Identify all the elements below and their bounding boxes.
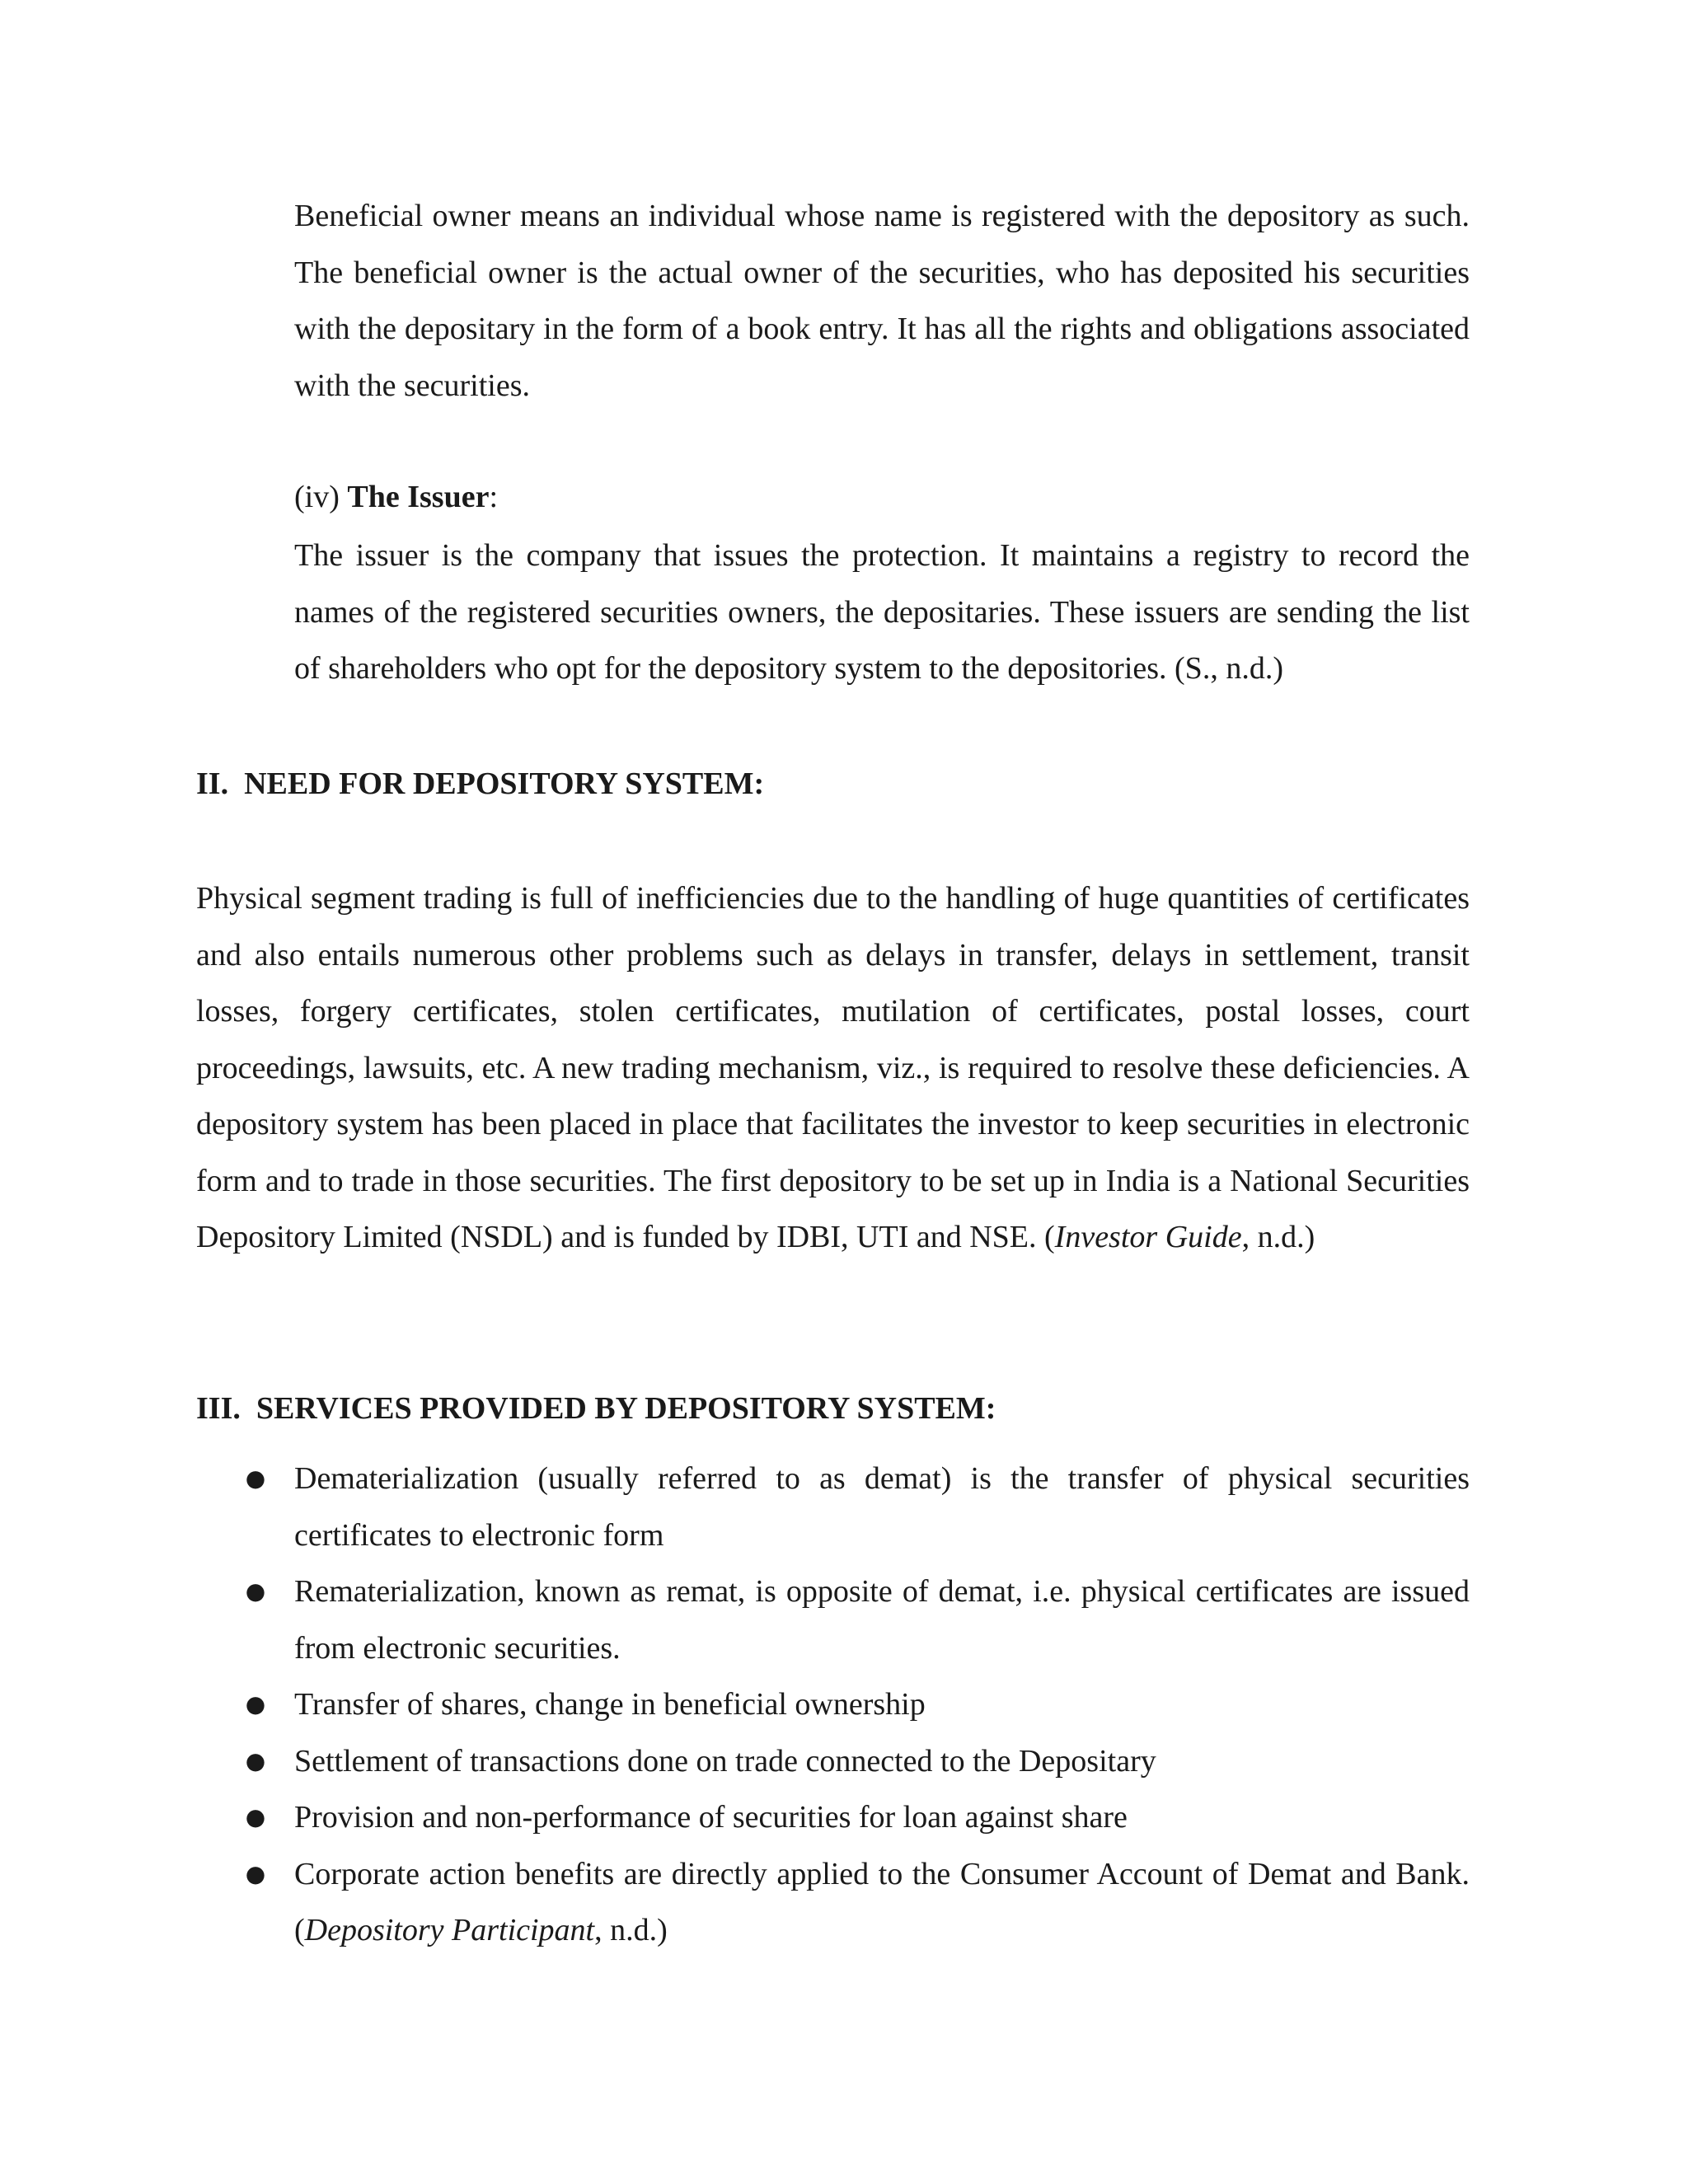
bullet-icon: ●	[245, 1465, 266, 1492]
issuer-paragraph: The issuer is the company that issues the protection. It maintains a registry to record the names of the registered securities owners, the depositaries. These issuers are sending the list of shareholders who opt for the depository system to the depositories. (S., n.d.)	[294, 538, 1470, 686]
bullet-icon: ●	[245, 1577, 266, 1605]
list-item	[245, 1451, 1470, 1563]
list-item-text: Provision and non-performance of securities for loan against share	[294, 1800, 1128, 1835]
issuer-title: The Issuer	[347, 480, 490, 514]
list-item-text: Transfer of shares, change in beneficial ownership	[294, 1687, 926, 1722]
list-item-text: Dematerialization (usually referred to as demat) is the transfer of physical securities certificates to electronic form	[294, 1461, 1470, 1553]
beneficial-owner-paragraph: Beneficial owner means an individual whose name is registered with the depository as such. The beneficial owner is the actual owner of the securities, who has deposited his securities with the depositary in the form of a book entry. It has all the rights and obligations associated with the securities.	[294, 199, 1470, 403]
list-item	[245, 1563, 1470, 1676]
issuer-number: (iv)	[294, 480, 348, 514]
citation-depository-participant: Depository Participant	[304, 1913, 595, 1947]
section-2-paragraph	[196, 870, 1470, 1266]
section-3-heading: III. SERVICES PROVIDED BY DEPOSITORY SYSTEM:	[196, 1391, 996, 1426]
section-2-heading: II. NEED FOR DEPOSITORY SYSTEM:	[196, 766, 765, 801]
issuer-colon: :	[489, 480, 499, 514]
citation-tail: , n.d.)	[594, 1913, 668, 1947]
bullet-icon: ●	[245, 1746, 266, 1774]
citation-investor-guide: Investor Guide	[1054, 1220, 1242, 1254]
services-list	[245, 1451, 1470, 1959]
citation-tail: , n.d.)	[1241, 1220, 1315, 1254]
list-item-text: Corporate action benefits are directly applied to the Consumer Account of Demat and Bank. (	[294, 1856, 1470, 1947]
bullet-icon: ●	[245, 1859, 266, 1887]
list-item	[245, 1733, 1470, 1790]
section-2-text: Physical segment trading is full of inefficiencies due to the handling of huge quantities of certificates and also entails numerous other problems such as delays in transfer, delays in settlement, transit losses, forgery certificates, stolen certificates, mutilation of certificates, postal losses, court proceedings, lawsuits, etc. A new trading mechanism, viz., is required to resolve these deficiencies. A depository system has been placed in place that facilitates the investor to keep securities in electronic form and to trade in those securities. The first depository to be set up in India is a National Securities Depository Limited (NSDL) and is funded by IDBI, UTI and NSE. (	[196, 881, 1470, 1254]
bullet-icon: ●	[245, 1803, 266, 1830]
list-item	[245, 1789, 1470, 1846]
list-item-text: Settlement of transactions done on trade connected to the Depositary	[294, 1743, 1156, 1779]
issuer-subheading	[294, 478, 498, 516]
list-item	[245, 1846, 1470, 1959]
list-item	[245, 1676, 1470, 1733]
bullet-icon: ●	[245, 1690, 266, 1718]
list-item-text: Rematerialization, known as remat, is opposite of demat, i.e. physical certificates are issued from electronic securities.	[294, 1574, 1470, 1666]
